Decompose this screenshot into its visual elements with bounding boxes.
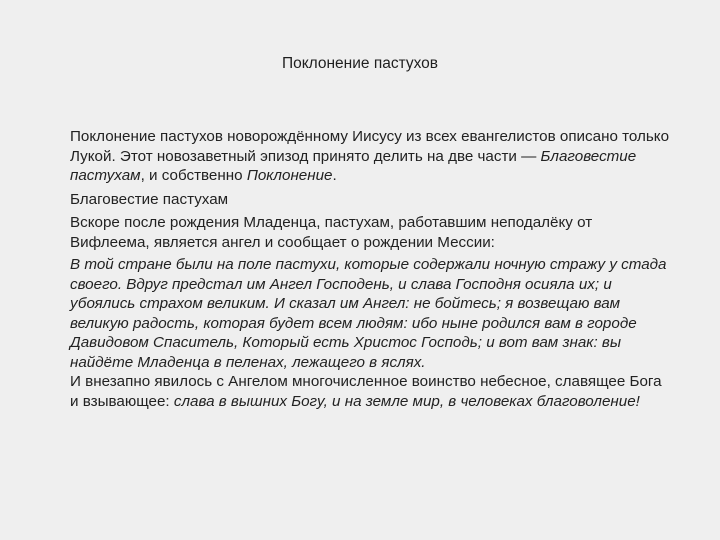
intro-mid-text: , и собственно [140,167,247,184]
narrative-paragraph: Вскоре после рождения Младенца, пастухам, работавшим неподалёку от Вифлеема, является ангел и сообщает о рождении Мессии: [70,214,593,251]
intro-end-text: . [332,167,337,184]
intro-text: Поклонение пастухов новорождённому Иисусу из всех евангелистов описано только Лукой. Этот новозаветный эпизод принято делить на две части — [70,128,670,165]
gospel-quote [70,255,670,372]
slide-body [70,127,670,411]
section-heading: Благовестие пастухам [70,190,229,208]
intro-paragraph [70,127,670,186]
angelic-hymn-quote: слава в вышних Богу, и на земле мир, в человеках благоволение! [173,392,640,410]
continuation-paragraph [70,372,670,411]
intro-italic-adoration: Поклонение [246,167,333,184]
slide-title: Поклонение пастухов [281,55,439,72]
intro-italic-annunciation: Благовестие пастухам [70,147,637,184]
continuation-text: И внезапно явилось с Ангелом многочисленное воинство небесное, славящее Бога и взывающее: [70,373,662,410]
gospel-quote-text: В той стране были на поле пастухи, которые содержали ночную стражу у стада своего. Вдруг предстал им Ангел Господень, и слава Господня осияла их; и убоялись страхом великим. И сказал им Ангел: не бойтесь; я возвещаю вам великую радость, которая будет всем людям: ибо ныне родился вам в городе Давидовом Спаситель, Который есть Христос Господь; и вот вам знак: вы найдёте Младенца в пеленах, лежащего в яслях. [70,256,667,371]
